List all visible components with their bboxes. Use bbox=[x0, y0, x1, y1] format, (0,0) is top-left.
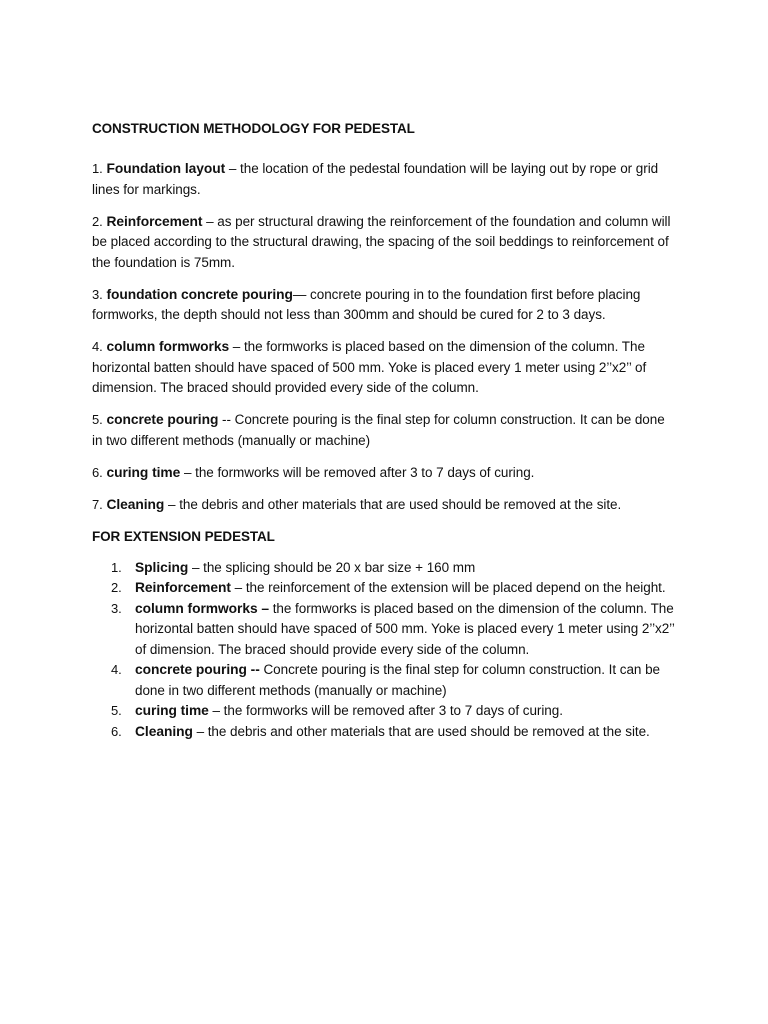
step-term: Foundation layout bbox=[106, 161, 226, 176]
step-term: foundation concrete pouring bbox=[106, 286, 293, 302]
list-item-term: Cleaning bbox=[135, 723, 193, 739]
step-paragraph bbox=[92, 495, 676, 516]
list-item-term: concrete pouring -- bbox=[135, 662, 260, 677]
step-paragraph bbox=[92, 463, 676, 484]
list-item-text: – the reinforcement of the extension will be placed depend on the height. bbox=[230, 580, 666, 595]
extension-list bbox=[92, 558, 676, 743]
step-paragraph bbox=[92, 285, 676, 326]
extension-section-title: FOR EXTENSION PEDESTAL bbox=[92, 528, 275, 544]
list-item bbox=[92, 660, 676, 701]
step-term: concrete pouring bbox=[106, 412, 219, 427]
list-item-number: 6. bbox=[111, 723, 122, 739]
step-number: 7. bbox=[92, 496, 103, 512]
list-item-number: 3. bbox=[111, 600, 122, 616]
document-title: CONSTRUCTION METHODOLOGY FOR PEDESTAL bbox=[92, 121, 415, 136]
step-number: 5. bbox=[92, 412, 103, 427]
list-item-text: – the formworks will be removed after 3 to 7 days of curing. bbox=[208, 703, 563, 718]
list-item bbox=[92, 578, 676, 599]
list-item bbox=[92, 599, 676, 661]
list-item bbox=[92, 701, 676, 722]
step-text: – the formworks will be removed after 3 to 7 days of curing. bbox=[180, 464, 535, 480]
step-text: – the location of the pedestal foundation will be laying out by rope or grid lines for markings. bbox=[92, 161, 659, 197]
list-item-number: 4. bbox=[111, 662, 122, 677]
list-item-number: 2. bbox=[111, 580, 122, 595]
list-item-term: Reinforcement bbox=[135, 580, 231, 595]
step-text: – the debris and other materials that are used should be removed at the site. bbox=[164, 496, 622, 512]
list-item bbox=[92, 558, 676, 579]
step-paragraph bbox=[92, 212, 676, 274]
step-paragraph bbox=[92, 337, 676, 399]
step-number: 6. bbox=[92, 464, 103, 480]
list-item-term: column formworks – bbox=[135, 600, 270, 616]
list-item-term: curing time bbox=[135, 703, 209, 718]
list-item-number: 5. bbox=[111, 703, 122, 718]
step-text: – the formworks is placed based on the dimension of the column. The horizontal batten should have spaced of 500 mm. Yoke is placed every 1 meter using 2’’x2’’ of dimension. The braced should provided every side of the column. bbox=[92, 339, 647, 395]
step-term: curing time bbox=[106, 464, 181, 480]
step-text: — concrete pouring in to the foundation first before placing formworks, the depth should not less than 300mm and should be cured for 2 to 3 days. bbox=[92, 286, 641, 322]
step-number: 2. bbox=[92, 213, 103, 229]
step-term: Reinforcement bbox=[106, 213, 203, 229]
list-item-text: the formworks is placed based on the dimension of the column. The horizontal batten should have spaced of 500 mm. Yoke is placed every 1 meter using 2’’x2’’ of dimension. The braced should provide every side of the column. bbox=[135, 600, 675, 657]
step-text: -- Concrete pouring is the final step for column construction. It can be done in two different methods (manually or machine) bbox=[92, 412, 665, 448]
list-item-text: – the splicing should be 20 x bar size + 160 mm bbox=[188, 559, 476, 575]
list-item-text: – the debris and other materials that are used should be removed at the site. bbox=[192, 723, 650, 739]
step-number: 4. bbox=[92, 339, 103, 354]
list-item-text: Concrete pouring is the final step for column construction. It can be done in two different methods (manually or machine) bbox=[135, 662, 660, 698]
list-item-number: 1. bbox=[111, 559, 122, 575]
step-term: Cleaning bbox=[106, 496, 165, 512]
step-paragraph bbox=[92, 410, 676, 451]
step-number: 3. bbox=[92, 286, 103, 302]
list-item-term: Splicing bbox=[135, 559, 189, 575]
step-number: 1. bbox=[92, 161, 103, 176]
list-item bbox=[92, 722, 676, 743]
step-paragraph bbox=[92, 159, 676, 200]
step-term: column formworks bbox=[106, 339, 230, 354]
step-text: – as per structural drawing the reinforcement of the foundation and column will be placed according to the structural drawing, the spacing of the soil beddings to reinforcement of the foundation is 75mm. bbox=[92, 213, 671, 270]
